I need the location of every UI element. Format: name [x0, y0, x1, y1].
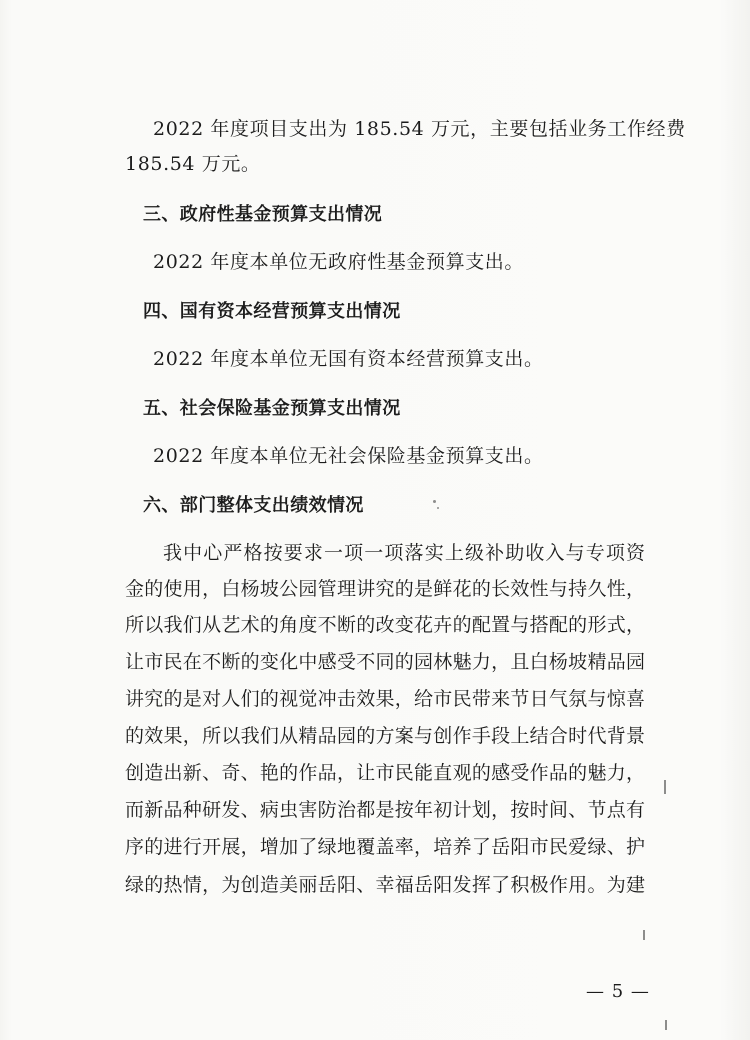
section-heading-state-capital: 四、国有资本经营预算支出情况: [143, 301, 401, 322]
section-heading-social-insurance: 五、社会保险基金预算支出情况: [143, 398, 401, 419]
performance-paragraph-line: 创造出新、奇、艳的作品，让市民能直观的感受作品的魅力，: [125, 762, 645, 784]
performance-paragraph-line: 的效果，所以我们从精品园的方案与创作手段上结合时代背景: [125, 725, 645, 747]
scan-speck: [664, 780, 666, 794]
scan-speck: [643, 930, 645, 940]
performance-paragraph-line: 让市民在不断的变化中感受不同的园林魅力，且白杨坡精品园: [125, 651, 645, 673]
performance-paragraph-line: 而新品种研发、病虫害防治都是按年初计划，按时间、节点有: [125, 799, 645, 821]
section-text-social-insurance: 2022 年度本单位无社会保险基金预算支出。: [153, 445, 544, 467]
section-heading-performance: 六、部门整体支出绩效情况: [143, 495, 364, 516]
section-text-government-fund: 2022 年度本单位无政府性基金预算支出。: [153, 251, 524, 273]
project-expenditure-line-1: 2022 年度项目支出为 185.54 万元，主要包括业务工作经费: [153, 118, 686, 140]
performance-paragraph-line: 序的进行开展，增加了绿地覆盖率，培养了岳阳市民爱绿、护: [125, 836, 645, 858]
performance-paragraph-line: 金的使用，白杨坡公园管理讲究的是鲜花的长效性与持久性，: [125, 578, 645, 600]
performance-paragraph-line: 讲究的是对人们的视觉冲击效果，给市民带来节日气氛与惊喜: [125, 688, 645, 710]
scan-speck: [433, 500, 436, 503]
project-expenditure-line-2: 185.54 万元。: [125, 153, 261, 175]
section-heading-government-fund: 三、政府性基金预算支出情况: [143, 204, 383, 225]
section-text-state-capital: 2022 年度本单位无国有资本经营预算支出。: [153, 348, 544, 370]
performance-paragraph-line: 绿的热情，为创造美丽岳阳、幸福岳阳发挥了积极作用。为建: [125, 874, 645, 896]
scan-speck: [437, 507, 439, 509]
performance-paragraph-line: 我中心严格按要求一项一项落实上级补助收入与专项资: [163, 542, 645, 564]
page-number: — 5 —: [586, 981, 650, 1002]
scan-speck: [665, 1020, 667, 1030]
performance-paragraph-line: 所以我们从艺术的角度不断的改变花卉的配置与搭配的形式，: [125, 614, 645, 636]
